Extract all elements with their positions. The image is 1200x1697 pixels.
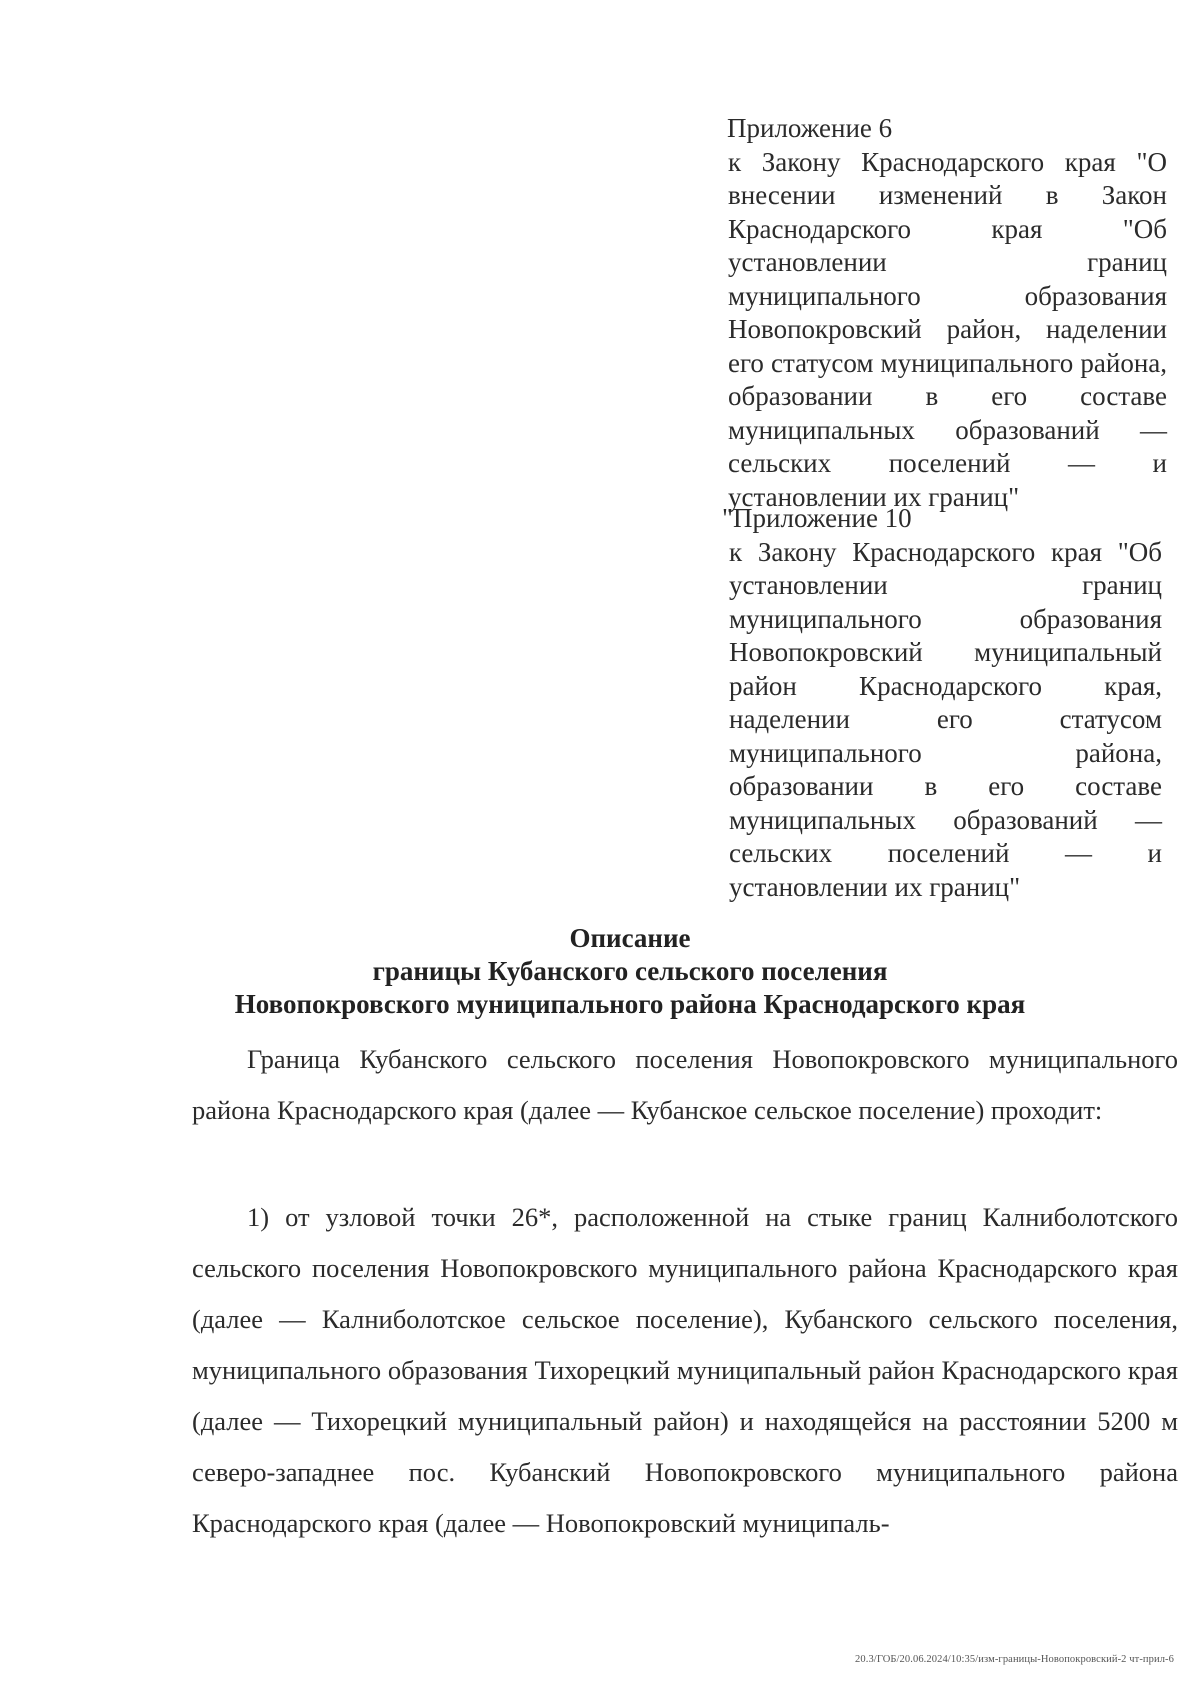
appendix-10-body: к Закону Краснодарского края "Об установлении границ муниципального образования Новопокровский муниципальный район Краснодарского края, наделении его статусом муниципального района, образовании в его составе муниципальных образований — сельских поселений — и установлении их границ" — [729, 536, 1162, 902]
heading-line-3: Новопокровского муниципального района Краснодарского края — [234, 989, 1026, 1019]
paragraph-intro: Граница Кубанского сельского поселения Новопокровского муниципального района Краснодарского края (далее — Кубанское сельское поселение) проходит: — [192, 1044, 1178, 1125]
appendix-6-header — [727, 112, 1167, 514]
appendix-10-title: "Приложение 10 — [722, 503, 912, 533]
paragraph-item-1: 1) от узловой точки 26*, расположенной на стыке границ Калниболотского сельского поселения Новопокровского муниципального района Краснодарского края (далее — Калниболотское сельское поселение), Кубанского сельского поселения, муниципального образования Тихорецкий муниципальный район Краснодарского края (далее — Тихорецкий муниципальный район) и находящейся на расстоянии 5200 м северо-западнее пос. Кубанский Новопокровского муниципального района Краснодарского края (далее — Новопокровский муниципаль- — [192, 1202, 1178, 1538]
appendix-10-header — [722, 502, 1162, 904]
appendix-6-body: к Закону Краснодарского края "О внесении изменений в Закон Краснодарского края "Об установлении границ муниципального образования Новопокровский район, наделении его статусом муниципального района, образовании в его составе муниципальных образований — сельских поселений — и установлении их границ" — [728, 146, 1167, 512]
document-code-footer: 20.3/ГОБ/20.06.2024/10:35/изм-границы-Новопокровский-2 чт-прил-6 — [855, 1654, 1174, 1665]
document-heading — [160, 922, 1100, 1021]
appendix-6-title: Приложение 6 — [727, 113, 893, 143]
heading-line-1: Описание — [569, 923, 691, 953]
heading-line-2: границы Кубанского сельского поселения — [372, 956, 888, 986]
